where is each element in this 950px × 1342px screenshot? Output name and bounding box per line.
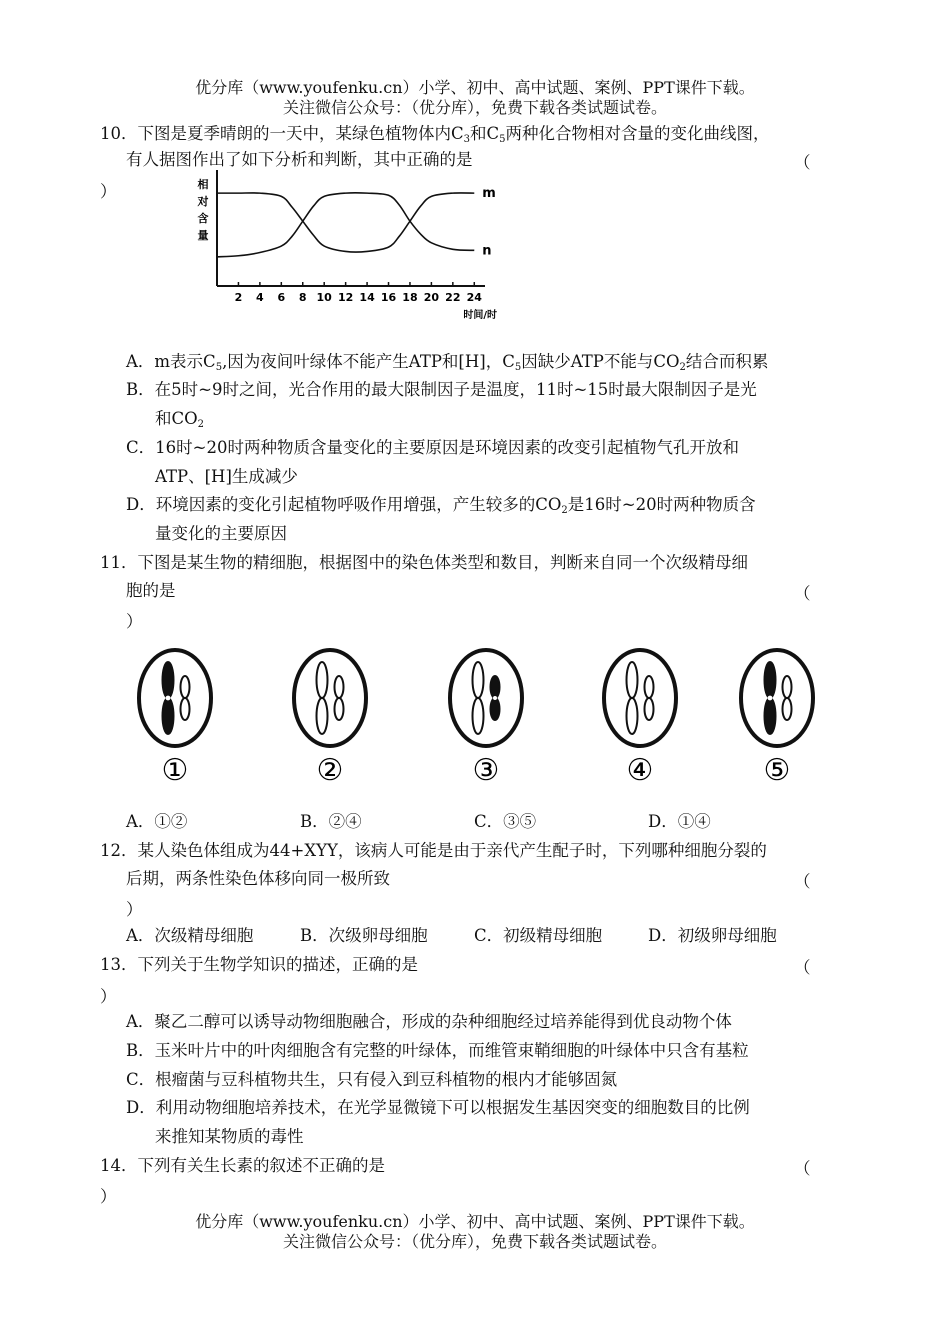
q13-option-d[interactable]: D．利用动物细胞培养技术，在光学显微镜下可以根据发生基因突变的细胞数目的比例 <box>126 1098 750 1117</box>
q14-answer-paren-close: ） <box>100 1187 117 1206</box>
x-tick-label: 10 <box>316 291 332 304</box>
footer-line-2: 关注微信公众号：（优分库），免费下载各类试题试卷。 <box>282 1232 667 1251</box>
q13-answer-paren-open: （ <box>794 958 811 977</box>
q13-option-c[interactable]: C．根瘤菌与豆科植物共生，只有侵入到豆科植物的根内才能够固氮 <box>126 1070 618 1089</box>
q10-option-a[interactable]: A．m表示$C_5$,因为夜间叶绿体不能产生ATP和[H]，$C_5$因缺少ATP不能与$CO_2$结合而积累 <box>126 352 769 373</box>
q10-option-b[interactable]: B．在5时~9时之间，光合作用的最大限制因子是温度，11时~15时最大限制因子是光 <box>126 380 757 399</box>
cell-label-5: ⑤ <box>763 753 791 788</box>
header-line-1: 优分库（www.youfenku.cn）小学、初中、高中试题、案例、PPT课件下载。 <box>195 78 755 97</box>
cell-label-1: ① <box>161 753 189 788</box>
series-label-n: n <box>482 243 492 259</box>
q11-option-a[interactable]: A．①② <box>126 812 188 831</box>
q10-stem: 10．下图是夏季晴朗的一天中，某绿色植物体内$C_3$和$C_5$两种化合物相对含量的变化曲线图， <box>100 124 770 145</box>
q10-answer-paren-close: ） <box>100 182 117 201</box>
q11-answer-paren-close: ） <box>126 612 143 631</box>
q12-stem: 12．某人染色体组成为44+XYY，该病人可能是由于亲代产生配子时，下列哪种细胞分裂的 <box>100 841 767 860</box>
x-tick-label: 2 <box>234 291 243 304</box>
q12-option-b[interactable]: B．次级卵母细胞 <box>300 926 428 945</box>
cell-label-4: ④ <box>626 753 654 788</box>
q10-option-b-line2: 和$CO_2$ <box>155 409 205 430</box>
q13-stem: 13．下列关于生物学知识的描述，正确的是 <box>100 955 418 974</box>
q14-number: 14． <box>100 1156 138 1175</box>
x-tick-label: 6 <box>277 291 286 304</box>
footer-line-1: 优分库（www.youfenku.cn）小学、初中、高中试题、案例、PPT课件下载。 <box>195 1212 755 1231</box>
q11-option-d[interactable]: D．①④ <box>648 812 711 831</box>
q12-option-c[interactable]: C．初级精母细胞 <box>474 926 603 945</box>
q11-stem-line2: 胞的是 <box>126 581 176 600</box>
y-axis-label-char: 量 <box>197 229 209 242</box>
series-label-m: m <box>482 186 496 202</box>
q13-option-b[interactable]: B．玉米叶片中的叶肉细胞含有完整的叶绿体，而维管束鞘细胞的叶绿体中只含有基粒 <box>126 1041 749 1060</box>
q10-option-c[interactable]: C．16时~20时两种物质含量变化的主要原因是环境因素的改变引起植物气孔开放和 <box>126 438 739 457</box>
q10-option-d-line2: 量变化的主要原因 <box>155 524 287 543</box>
x-tick-label: 14 <box>359 291 375 304</box>
x-tick-label: 24 <box>466 291 482 304</box>
q12-option-a[interactable]: A．次级精母细胞 <box>126 926 254 945</box>
q12-option-d[interactable]: D．初级卵母细胞 <box>648 926 777 945</box>
q10-option-c-line2: ATP、[H]生成减少 <box>155 467 298 486</box>
x-tick-label: 20 <box>423 291 440 304</box>
q10-option-d[interactable]: D．环境因素的变化引起植物呼吸作用增强，产生较多的$CO_2$是16时~20时两种物质含 <box>126 495 756 516</box>
q11-answer-paren-open: （ <box>794 584 811 603</box>
q11-stem: 11．下图是某生物的精细胞，根据图中的染色体类型和数目，判断来自同一个次级精母细 <box>100 553 748 572</box>
x-tick-label: 12 <box>337 291 354 304</box>
x-tick-label: 4 <box>256 291 264 304</box>
x-tick-label: 18 <box>402 291 418 304</box>
q11-option-b[interactable]: B．②④ <box>300 812 362 831</box>
q11-option-c[interactable]: C．③⑤ <box>474 812 537 831</box>
q13-option-d-line2: 来推知某物质的毒性 <box>155 1127 304 1146</box>
q12-number: 12． <box>100 841 138 860</box>
cell-label-3: ③ <box>472 753 500 788</box>
x-tick-label: 8 <box>298 291 307 304</box>
x-tick-label: 22 <box>445 291 461 304</box>
q10-number: 10． <box>100 124 138 143</box>
series-line-m <box>217 193 474 252</box>
y-axis-label-char: 含 <box>197 212 209 225</box>
series-line-n <box>217 193 474 257</box>
sperm-cell-4 <box>604 650 676 746</box>
sperm-cell-1 <box>139 650 211 746</box>
sperm-cell-2 <box>294 650 366 746</box>
sperm-cell-3 <box>450 650 522 746</box>
q11-number: 11． <box>100 553 138 572</box>
q12-answer-paren-open: （ <box>794 872 811 891</box>
c3-c5-line-chart <box>185 166 515 326</box>
x-tick-label: 16 <box>380 291 397 304</box>
x-axis-label: 时间/时 <box>463 310 497 321</box>
q13-answer-paren-close: ） <box>100 987 117 1006</box>
y-axis-label-char: 对 <box>197 195 209 208</box>
y-axis-label-char: 相 <box>197 178 209 191</box>
q13-number: 13． <box>100 955 138 974</box>
sperm-cell-5 <box>741 650 813 746</box>
q12-stem-line2: 后期，两条性染色体移向同一极所致 <box>126 869 390 888</box>
q10-stem-line2: 有人据图作出了如下分析和判断，其中正确的是 <box>126 150 473 169</box>
q12-answer-paren-close: ） <box>126 900 143 919</box>
q14-answer-paren-open: （ <box>794 1159 811 1178</box>
sperm-cells-figure <box>120 640 840 790</box>
q10-answer-paren-open: （ <box>794 153 811 172</box>
q13-option-a[interactable]: A．聚乙二醇可以诱导动物细胞融合，形成的杂种细胞经过培养能得到优良动物个体 <box>126 1012 732 1031</box>
cell-label-2: ② <box>316 753 344 788</box>
header-line-2: 关注微信公众号：（优分库），免费下载各类试题试卷。 <box>282 98 667 117</box>
q14-stem: 14．下列有关生长素的叙述不正确的是 <box>100 1156 385 1175</box>
